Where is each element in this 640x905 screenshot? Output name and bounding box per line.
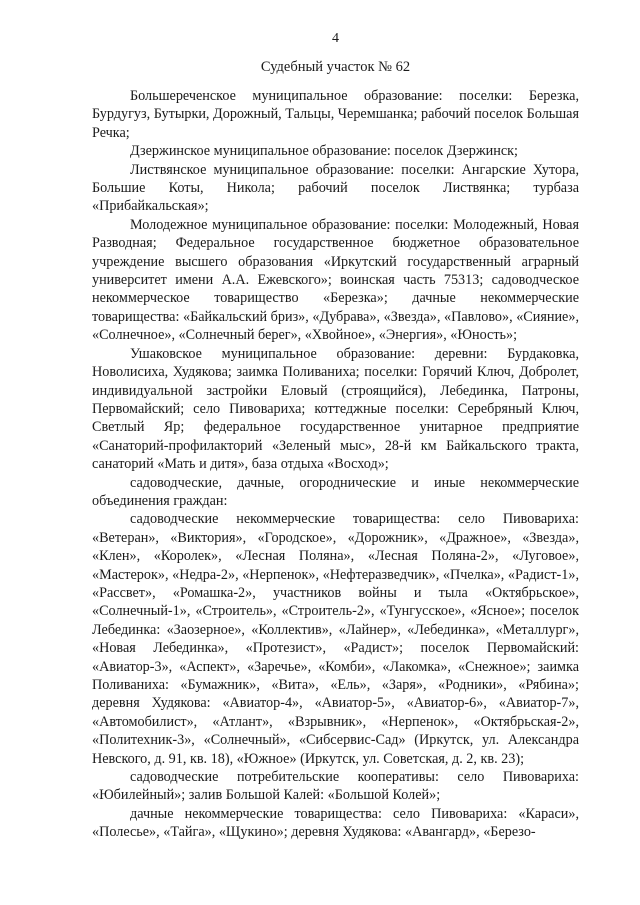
- paragraph-molodezhnoe: Молодежное муниципальное образование: поселки: Молодежный, Новая Разводная; Федеральное государственное бюджетное образовательное учреждение высшего образования «Иркутский государственный аграрный университет имени А.А. Ежевского»; воинская часть 75313; садоводческое некоммерческое товарищество «Березка»; дачные некоммерческие товарищества: «Байкальский бриз», «Дубрава», «Звезда», «Павлово», «Сияние», «Солнечное», «Солнечный берег», «Хвойное», «Энергия», «Юность»;: [92, 216, 579, 344]
- document-page: [92, 30, 579, 842]
- paragraph-associations-intro: садоводческие, дачные, огороднические и иные некоммерческие объединения граждан:: [92, 474, 579, 509]
- paragraph-garden-partnerships: садоводческие некоммерческие товарищества: село Пивовариха: «Ветеран», «Виктория», «Городское», «Дорожник», «Дражное», «Звезда», «Клен», «Королек», «Лесная Поляна», «Лесная Поляна-2», «Луговое», «Мастерок», «Недра-2», «Нерпенок», «Нефтеразведчик», «Пчелка», «Радист-1», «Рассвет», «Ромашка-2», участников войны и тыла «Октябрьское», «Солнечный-1», «Строитель», «Строитель-2», «Тунгусское», «Ясное»; поселок Лебединка: «Заозерное», «Коллектив», «Лайнер», «Лебединка», «Металлург», «Новая Лебединка», «Протезист», «Радист»; поселок Первомайский: «Авиатор-3», «Аспект», «Заречье», «Комби», «Лакомка», «Снежное»; заимка Поливаниха: «Бумажник», «Вита», «Ель», «Заря», «Родники», «Рябина»; деревня Худякова: «Авиатор-4», «Авиатор-5», «Авиатор-6», «Авиатор-7», «Автомобилист», «Атлант», «Взрывник», «Нерпенок», «Октябрьская-2», «Политехник-3», «Солнечный», «Сибсервис-Сад» (Иркутск, ул. Александра Невского, д. 91, кв. 18), «Южное» (Иркутск, ул. Советская, д. 2, кв. 23);: [92, 511, 579, 767]
- page-number: 4: [332, 31, 339, 46]
- paragraph-ushakovskoe: Ушаковское муниципальное образование: деревни: Бурдаковка, Новолисиха, Худякова; заимка Поливаниха; поселки: Горячий Ключ, Добролет, индивидуальной застройки Еловый (строящийся), Лебединка, Патроны, Первомайский; село Пивовариха; коттеджные поселки: Серебряный Ключ, Светлый Яр; федеральное государственное унитарное предприятие «Санаторий-профилакторий «Зеленый мыс», 28-й км Байкальского тракта, санаторий «Мать и дитя», база отдыха «Восход»;: [92, 345, 579, 473]
- paragraph-garden-cooperatives: садоводческие потребительские кооперативы: село Пивовариха: «Юбилейный»; залив Большой Калей: «Большой Колей»;: [92, 769, 579, 804]
- paragraph-dzerzhinskoe: Дзержинское муниципальное образование: поселок Дзержинск;: [130, 143, 518, 160]
- section-heading: Судебный участок № 62: [260, 59, 411, 75]
- paragraph-bolsherechenskoe: Большереченское муниципальное образование: поселки: Березка, Бурдугуз, Бутырки, Дорожный, Тальцы, Черемшанка; рабочий поселок Большая Речка;: [92, 88, 579, 141]
- paragraph-listvyanskoe: Листвянское муниципальное образование: поселки: Ангарские Хутора, Большие Коты, Никола; рабочий поселок Листвянка; турбаза «Прибайкальская»;: [92, 161, 579, 215]
- paragraph-dacha-partnerships: дачные некоммерческие товарищества: село Пивовариха: «Караси», «Полесье», «Тайга», «Щукино»; деревня Худякова: «Авангард», «Березо-: [92, 805, 579, 841]
